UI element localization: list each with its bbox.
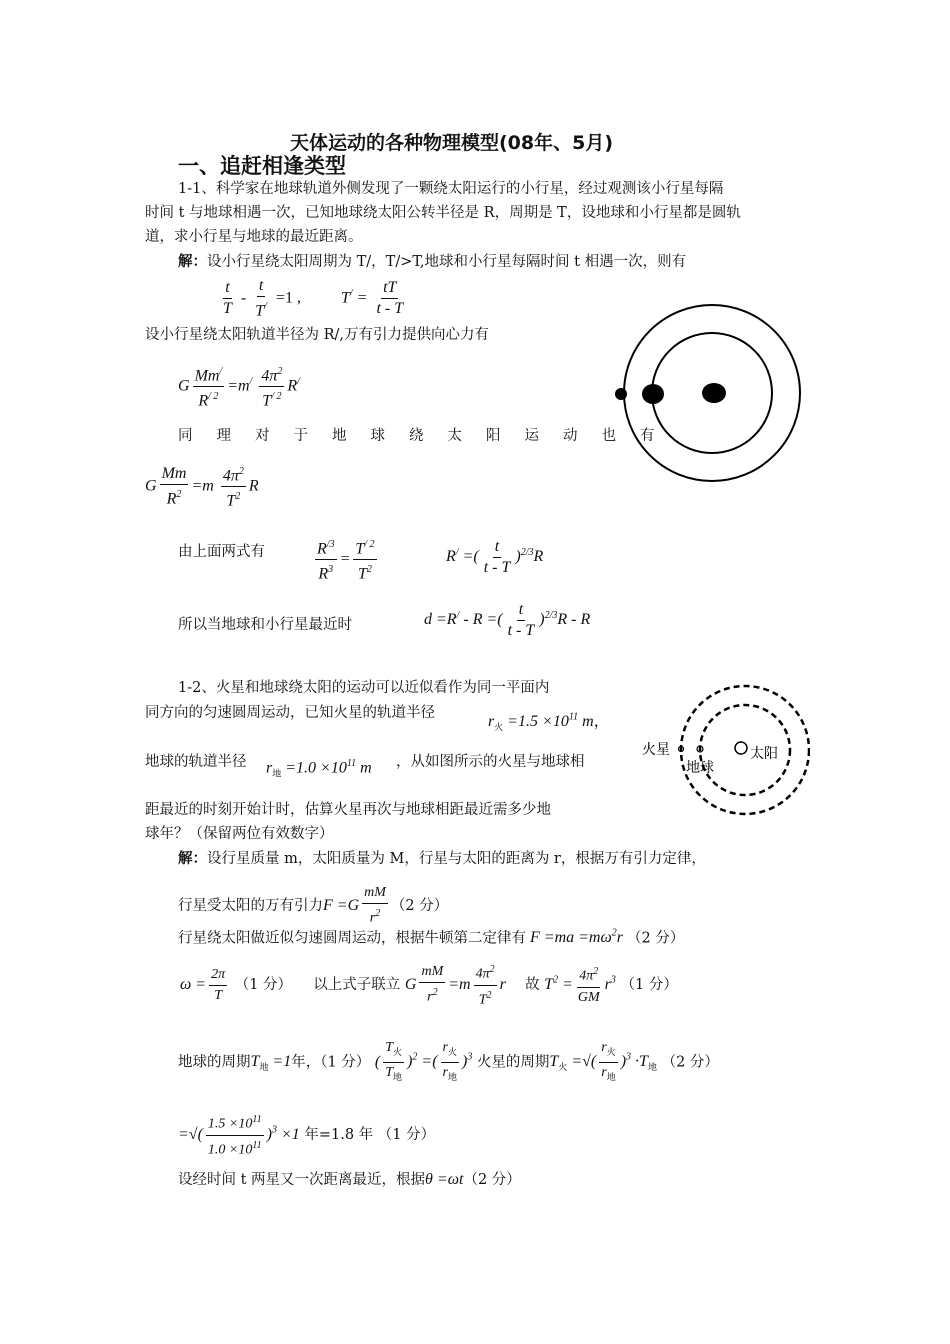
equation-mars-radius: $r_火 =1.5 \times 10^{11}$ m， — [488, 711, 610, 733]
last-line: 设经时间 t 两星又一次距离最近，根据θ =ωt（2 分） — [178, 1171, 521, 1188]
problem-1-2-line5: 球年？（保留两位有效数字） — [145, 826, 334, 842]
asteroid-icon — [615, 388, 627, 400]
problem-1-2-line2: 同方向的匀速圆周运动，已知火星的轨道半径 — [145, 705, 435, 721]
label-mars: 火星 — [642, 742, 670, 758]
problem-1-2-line3a: 地球的轨道半径 — [145, 754, 247, 770]
periods-line: 地球的周期$T_地 =1$年，（1 分） ( $\frac{T_火}{T_地}$ )$^2$ =( $\frac{r_火}{r_地}$ )$^3$ 火星的周期$T_火$ =√( $\frac{r_火}{r_地}$ )$^3 \cdot T_地$ （2 分） — [178, 1040, 719, 1082]
label-sun: 太阳 — [750, 746, 778, 762]
result-line: =√( $\frac{1.5 \times 10^{11}}{1.0 \times 10^{11}}$ )$^3$ ×1 年=1.8 年 （1 分） — [178, 1110, 435, 1160]
equation-gravity-earth: G $\frac{Mm}{R^2}$ =m $\frac{4\pi^2}{T^2}$ R — [145, 462, 259, 512]
orbit-radius-line: 设小行星绕太阳轨道半径为 R/,万有引力提供向心力有 — [145, 327, 490, 343]
solution-label: 解： — [178, 850, 207, 867]
equation-gravity-asteroid: G $\frac{Mm^/}{R^{/ 2}}$ =m/ $\frac{4\pi^2}{T^{/ 2}}$ R/ — [178, 362, 300, 412]
equation-ratio: $\frac{R^{/3}}{R^3}$ = $\frac{T^{/ 2}}{T^2}$ — [312, 535, 380, 585]
earth-same-line: 同理对于地球绕太阳运动也有 — [178, 428, 679, 444]
solution-1-2 — [178, 847, 706, 871]
equation-radius: R/ =( $\frac{t}{t - T}$ )$^{2/3}$R — [446, 538, 544, 576]
problem-1-2-line4: 距最近的时刻开始计时，估算火星再次与地球相距最近需多少地 — [145, 802, 551, 818]
solution-1-1 — [178, 250, 686, 274]
problem-1-1-line1: 1-1、科学家在地球轨道外侧发现了一颗绕太阳运行的小行星，经过观测该小行星每隔 — [178, 181, 724, 197]
page-title: 天体运动的各种物理模型(08年、5月) — [290, 132, 614, 154]
equation-distance: d =R/ - R =( $\frac{t}{t - T}$ )$^{2/3}$R - R — [424, 601, 591, 639]
solution-text: 设小行星绕太阳周期为 T/，T/>T,地球和小行星每隔时间 t 相遇一次，则有 — [207, 254, 687, 270]
orbit-diagram-2 — [630, 682, 810, 818]
solution-label: 解： — [178, 253, 207, 270]
problem-1-2-line3b: ，从如图所示的火星与地球相 — [396, 754, 585, 770]
sun-icon — [702, 383, 726, 403]
problem-1-1-line3: 道，求小行星与地球的最近距离。 — [145, 229, 363, 245]
section-heading: 一、追赶相逢类型 — [178, 154, 346, 178]
equation-earth-radius: $r_地 =1.0 \times 10^{11}$ m — [266, 758, 372, 779]
closest-line: 所以当地球和小行星最近时 — [178, 617, 352, 633]
earth-icon — [642, 384, 664, 404]
force-line: 行星受太阳的万有引力F =G $\frac{mM}{r^2}$ （2 分） — [178, 885, 449, 926]
label-earth: 地球 — [686, 760, 714, 776]
newton-line: 行星绕太阳做近似匀速圆周运动，根据牛顿第二定律有 $F =ma =m\omega^2r$ （2 分） — [178, 928, 685, 947]
problem-1-1-line2: 时间 t 与地球相遇一次，已知地球绕太阳公转半径是 R，周期是 T，设地球和小行星都是圆轨 — [145, 205, 741, 221]
solution-text: 设行星质量 m，太阳质量为 M，行星与太阳的距离为 r，根据万有引力定律， — [207, 851, 706, 867]
omega-line: ω = $\frac{2\pi}{T}$ （1 分） 以上式子联立 G $\frac{mM}{r^2}$ =m $\frac{4\pi^2}{T^2}$ r 故 $T^2$ = $\frac{4\pi^2}{GM}$ $r^3$ （1 分） — [180, 960, 678, 1010]
from-above-line: 由上面两式有 — [178, 544, 265, 560]
problem-1-2-line1: 1-2、火星和地球绕太阳的运动可以近似看作为同一平面内 — [178, 680, 550, 696]
sun-icon — [735, 742, 747, 754]
orbit-diagram-1 — [608, 298, 818, 488]
equation-encounter: $\frac{t}{T}$ - $\frac{t}{T^/}$ =1 , T/ = $\frac{tT}{t - T}$ — [223, 277, 404, 320]
